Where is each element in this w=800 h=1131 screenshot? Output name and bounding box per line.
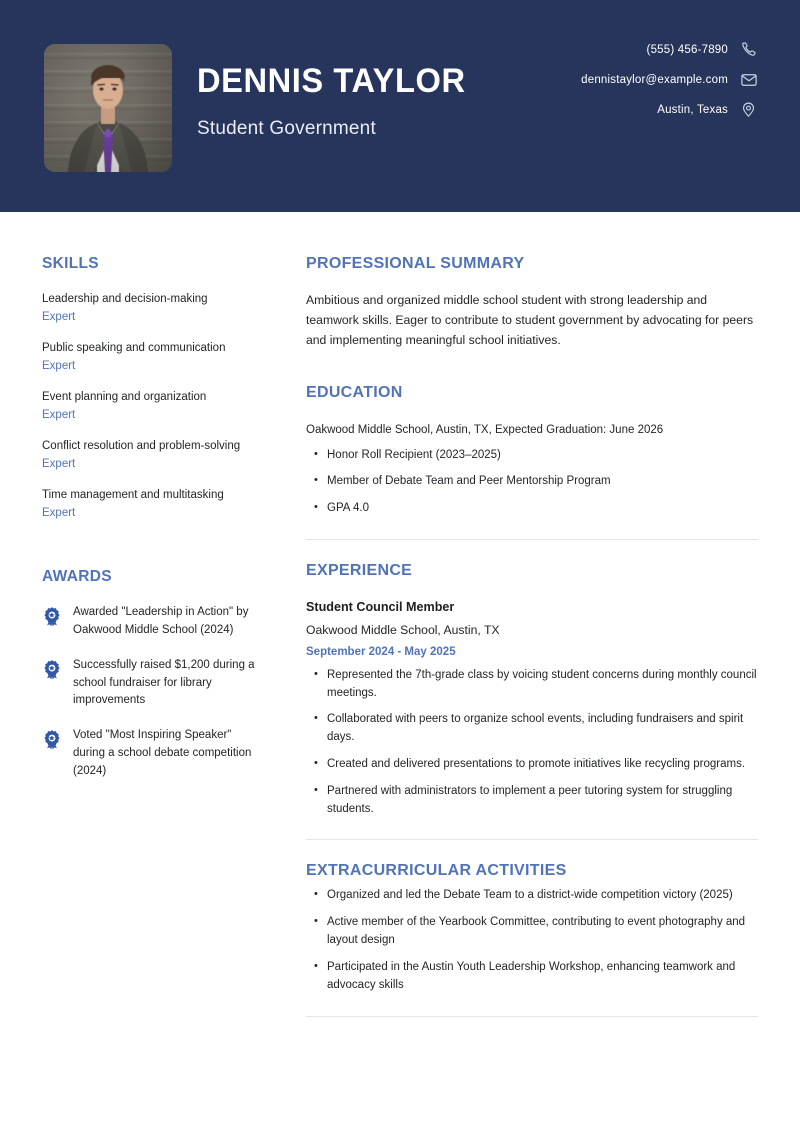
- contact-phone[interactable]: [581, 40, 758, 59]
- education-institution: Oakwood Middle School, Austin, TX, Expected Graduation: June 2026: [306, 424, 664, 437]
- award-text: Awarded "Leadership in Action" by Oakwood Middle School (2024): [73, 606, 249, 636]
- sidebar: [0, 255, 300, 781]
- list-item: [42, 390, 282, 423]
- section-divider: [306, 539, 758, 540]
- phone-icon: [739, 40, 758, 59]
- extracurricular-section: [306, 862, 758, 1016]
- candidate-name: DENNIS TAYLOR: [197, 62, 466, 100]
- list-item: • Organized and led the Debate Team to a district-wide competition victory (2025): [325, 887, 758, 905]
- list-item: • Active member of the Yearbook Committee, contributing to event photography and layout design: [325, 914, 758, 950]
- summary-text: Ambitious and organized middle school student with strong leadership and teamwork skills. Eager to contribute to student government by advocating for peers and implementing meaningful school initiatives.: [306, 293, 754, 347]
- extracurricular-heading: EXTRACURRICULAR ACTIVITIES: [306, 862, 567, 880]
- extracurricular-bullets: [306, 887, 758, 994]
- list-item: • Partnered with administrators to implement a peer tutoring system for struggling students.: [325, 783, 758, 819]
- skill-name: Public speaking and communication: [42, 342, 226, 355]
- resume-body: [0, 212, 800, 1017]
- experience-organization: Oakwood Middle School, Austin, TX: [306, 622, 500, 637]
- experience-job-title: Student Council Member: [306, 599, 455, 614]
- profile-photo-image: [44, 44, 172, 172]
- list-item: • Collaborated with peers to organize school events, including fundraisers and spirit days.: [325, 711, 758, 747]
- education-bullets: [306, 447, 758, 518]
- award-text: Successfully raised $1,200 during a school fundraiser for library improvements: [73, 658, 255, 707]
- skill-level: Expert: [42, 359, 76, 372]
- summary-section: [306, 255, 758, 350]
- education-heading: EDUCATION: [306, 384, 403, 402]
- skill-level: Expert: [42, 506, 76, 519]
- awards-heading: AWARDS: [42, 568, 112, 586]
- email-icon: [739, 70, 758, 89]
- education-entry: [306, 422, 758, 518]
- location-pin-icon: [739, 100, 758, 119]
- contact-email-text: dennistaylor@example.com: [581, 73, 728, 86]
- contact-email[interactable]: [581, 70, 758, 89]
- summary-heading: PROFESSIONAL SUMMARY: [306, 255, 525, 272]
- award-badge-icon: [42, 729, 62, 751]
- skills-heading: SKILLS: [42, 255, 99, 272]
- list-item: [42, 488, 282, 521]
- list-item: [42, 657, 282, 710]
- contact-location-text: Austin, Texas: [657, 103, 728, 116]
- skill-level: Expert: [42, 408, 76, 421]
- award-badge-icon: [42, 606, 62, 628]
- experience-bullets: [306, 667, 758, 819]
- skill-name: Conflict resolution and problem-solving: [42, 440, 241, 453]
- skill-name: Time management and multitasking: [42, 489, 224, 502]
- list-item: • Member of Debate Team and Peer Mentorship Program: [325, 473, 758, 491]
- skill-level: Expert: [42, 310, 76, 323]
- experience-entry: [306, 599, 758, 818]
- experience-dates: September 2024 - May 2025: [306, 645, 456, 658]
- resume-header: [0, 0, 800, 212]
- section-divider: [306, 839, 758, 840]
- experience-section: [306, 562, 758, 840]
- list-item: • Participated in the Austin Youth Leadership Workshop, enhancing teamwork and advocacy skills: [325, 959, 758, 995]
- contact-location[interactable]: [581, 100, 758, 119]
- contact-block: [581, 40, 758, 119]
- candidate-job-title: Student Government: [197, 118, 376, 140]
- profile-photo: [44, 44, 172, 172]
- list-item: [42, 292, 282, 325]
- list-item: • Represented the 7th-grade class by voicing student concerns during monthly council meetings.: [325, 667, 758, 703]
- skills-section: [42, 255, 282, 521]
- skill-name: Event planning and organization: [42, 391, 207, 404]
- list-item: [42, 727, 282, 780]
- list-item: [42, 604, 282, 640]
- list-item: • Created and delivered presentations to promote initiatives like recycling programs.: [325, 756, 758, 774]
- skill-level: Expert: [42, 457, 76, 470]
- name-block: [197, 62, 477, 140]
- awards-list: [42, 604, 282, 781]
- award-text: Voted "Most Inspiring Speaker" during a school debate competition (2024): [73, 729, 252, 777]
- list-item: [42, 341, 282, 374]
- list-item: • GPA 4.0: [325, 500, 758, 518]
- awards-section: [42, 568, 282, 781]
- award-badge-icon: [42, 659, 62, 681]
- main-column: [300, 255, 800, 1017]
- list-item: • Honor Roll Recipient (2023–2025): [325, 447, 758, 465]
- skills-list: [42, 292, 282, 521]
- contact-phone-text: (555) 456-7890: [646, 43, 728, 56]
- education-section: [306, 384, 758, 540]
- experience-heading: EXPERIENCE: [306, 561, 413, 579]
- section-divider: [306, 1016, 758, 1017]
- skill-name: Leadership and decision-making: [42, 293, 208, 305]
- list-item: [42, 439, 282, 472]
